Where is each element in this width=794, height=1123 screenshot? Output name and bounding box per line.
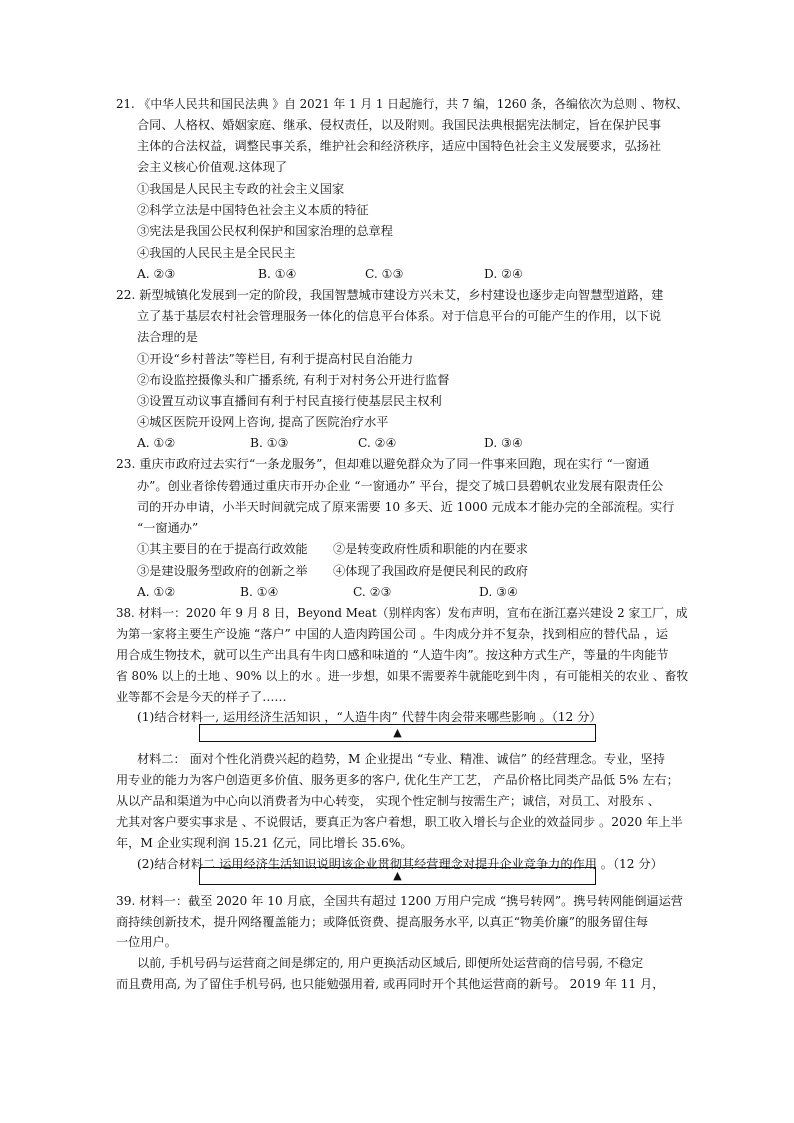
q21-item: ③宪法是我国公民权利保护和国家治理的总章程 — [137, 224, 393, 238]
q22-option-b: B. ①③ — [250, 436, 289, 450]
q39-line: 商持续创新技术，提升网络覆盖能力；或降低资费、提高服务水平, 以真正“物美价廉”的服务留住每 — [116, 915, 649, 929]
q39-line: 以前, 手机号码与运营商之间是绑定的, 用户更换活动区域后, 即便所处运营商的信号弱, 不稳定 — [137, 956, 644, 970]
q38-material2-line: 从以产品和渠道为中心向以消费者为中心转变， 实现个性定制与按需生产；诚信，对员工、对股东 、 — [116, 794, 660, 808]
answer-marker-icon: ▲ — [393, 726, 402, 739]
q38-material2-line: 尤其对客户要实事求是 、不说假话，要真正为客户着想，职工收入增长与企业的效益同步 。2020 年上半 — [116, 815, 683, 829]
q21-option-b: B. ①④ — [258, 267, 297, 281]
answer-marker-icon: ▲ — [393, 869, 402, 882]
q38-material1-line: 38. 材料一：2020 年 9 月 8 日，Beyond Meat（别样肉客）发布声明，宣布在浙江嘉兴建设 2 家工厂，成 — [116, 606, 688, 620]
q21-item: ②科学立法是中国特色社会主义本质的特征 — [137, 203, 369, 217]
q23-stem-line: 司的开办申请，小半天时间就完成了原来需要 10 多天、近 1000 元成本才能办完的全部流程。实行 — [137, 500, 675, 514]
q22-stem-line: 22. 新型城镇化发展到一定的阶段，我国智慧城市建设方兴未艾，乡村建设也逐步走向智慧型道路，建 — [116, 288, 664, 302]
q38-question-1: (1)结合材料一, 运用经济生活知识 ，“人造牛肉” 代替牛肉会带来哪些影响 。（12 分） — [137, 710, 602, 724]
q23-stem-line: “一窗通办” — [137, 521, 199, 535]
q38-material2-line: 材料二： 面对个性化消费兴起的趋势，M 企业提出 “专业、精准、诚信” 的经营理念。专业，坚持 — [137, 752, 665, 766]
q39-line: 而且费用高, 为了留住手机号码, 也只能勉强用着, 或再同时开个其他运营商的新号。 2019 年 11 月， — [116, 977, 665, 991]
q23-option-c: C. ②③ — [353, 585, 392, 599]
q21-option-a: A. ②③ — [137, 267, 176, 281]
q22-item: ①开设“乡村普法”等栏目, 有利于提高村民自治能力 — [137, 352, 414, 366]
q38-material1-line: 用合成生物技术，就可以生产出具有牛肉口感和味道的 “人造牛肉”。按这种方式生产，等量的牛肉能节 — [116, 648, 669, 662]
q21-option-c: C. ①③ — [365, 267, 404, 281]
q23-item: ①其主要目的在于提高行政效能 — [137, 542, 308, 556]
q22-item: ③设置互动议事直播间有利于村民直接行使基层民主权利 — [137, 394, 442, 408]
q22-option-d: D. ③④ — [484, 436, 523, 450]
q38-material1-line: 省 80% 以上的土地 、90% 以上的水 。进一步想，如果不需要养牛就能吃到牛肉 ，有可能相关的农业 、畜牧 — [116, 669, 689, 683]
q38-answer-box-2[interactable] — [199, 867, 596, 885]
q21-stem-line: 会主义核心价值观.这体现了 — [137, 160, 288, 174]
q23-option-a: A. ①② — [137, 585, 176, 599]
q21-stem-line: 合同、人格权、婚姻家庭、继承、侵权责任，以及附则。我国民法典根据宪法制定，旨在保护民事 — [137, 118, 662, 132]
q23-stem-line: 23. 重庆市政府过去实行“一条龙服务”，但却难以避免群众为了同一件事来回跑，现在实行 “一窗通 — [116, 457, 650, 471]
q39-line: 一位用户。 — [116, 935, 177, 949]
q22-item: ②布设监控摄像头和广播系统, 有利于对村务公开进行监督 — [137, 373, 450, 387]
q38-answer-box-1[interactable] — [199, 724, 596, 742]
q39-line: 39. 材料一：截至 2020 年 10 月底，全国共有超过 1200 万用户完成 “携号转网”。携号转网能倒逼运营 — [116, 894, 683, 908]
q23-stem-line: 办”。创业者徐传碧通过重庆市开办企业 “一窗通办” 平台，提交了城口县碧帆农业发展有限责任公 — [137, 479, 664, 493]
q22-item: ④城区医院开设网上咨询, 提高了医院治疗水平 — [137, 415, 389, 429]
q21-item: ④我国的人民民主是全民民主 — [137, 246, 296, 260]
q21-stem-line: 主体的合法权益，调整民事关系，维护社会和经济秩序，适应中国特色社会主义发展要求，弘扬社 — [137, 139, 662, 153]
q21-item: ①我国是人民民主专政的社会主义国家 — [137, 182, 345, 196]
q23-option-d: D. ③④ — [479, 585, 518, 599]
q22-stem-line: 法合理的是 — [137, 330, 198, 344]
q22-stem-line: 立了基于基层农村社会管理服务一体化的信息平台体系。对于信息平台的可能产生的作用，以下说 — [137, 309, 662, 323]
q23-option-b: B. ①④ — [240, 585, 279, 599]
q38-material2-line: 年，M 企业实现利润 15.21 亿元，同比增长 35.6%。 — [116, 836, 413, 850]
q22-option-c: C. ②④ — [358, 436, 397, 450]
q23-item: ③是建设服务型政府的创新之举 — [137, 564, 308, 578]
q23-item: ④体现了我国政府是便民利民的政府 — [333, 564, 528, 578]
q22-option-a: A. ①② — [137, 436, 176, 450]
q38-material2-line: 用专业的能力为客户创造更多价值、服务更多的客户, 优化生产工艺， 产品价格比同类产品低 5% 左右； — [116, 773, 679, 787]
q38-material1-line: 为第一家将主要生产设施 “落户” 中国的人造肉跨国公司 。牛肉成分并不复杂，找到相应的替代品 ，运 — [116, 627, 669, 641]
q23-item: ②是转变政府性质和职能的内在要求 — [333, 542, 528, 556]
q38-question-2: (2)结合材料二 运用经济生活知识说明该企业贯彻其经营理念对提升企业竞争力的作用 。（12 分） — [137, 857, 663, 871]
q21-stem-line: 21. 《中华人民共和国民法典 》自 2021 年 1 月 1 日起施行，共 7 编，1260 条，各编依次为总则 、物权、 — [116, 97, 688, 111]
q21-option-d: D. ②④ — [484, 267, 523, 281]
q38-material1-line: 业等都不会是今天的样子了…… — [116, 690, 287, 704]
